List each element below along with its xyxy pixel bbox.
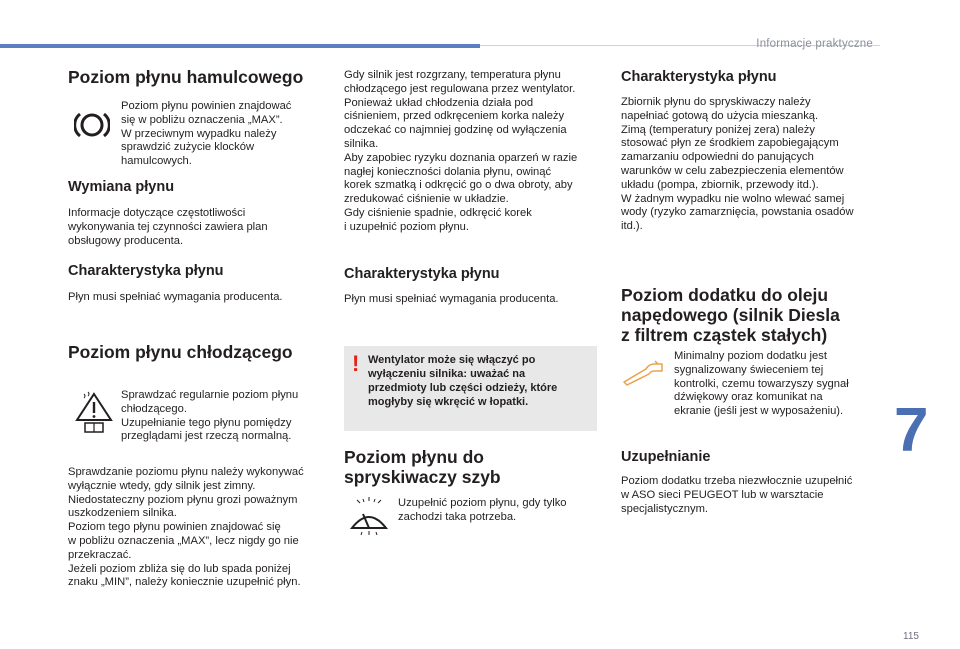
chapter-number: 7 [894, 396, 929, 465]
diesel-additive-title: Poziom dodatku do oleju napędowego (silnik Diesla z filtrem cząstek stałych) [621, 285, 840, 345]
washer-spec-text: Zbiornik płynu do spryskiwaczy należy napełniać gotową do użycia mieszanką. Zimą (temperatury poniżej zera) należy stosować płyn ze środkiem zapobiegającym zamarzaniu odpowiedni do panujących warunków w celu zabezpieczenia elementów układu (pompa, zbiornik, przewody itd.). W żadnym wypadku nie wolno wlewać samej wody (ryzyko zamarznięcia, powstania osadów itd.). [621, 96, 854, 233]
warning-exclamation-icon: ! [352, 351, 360, 376]
washer-fluid-text: Uzupełnić poziom płynu, gdy tylko zachodzi taka potrzeba. [398, 497, 567, 523]
header-bar [0, 44, 480, 48]
fan-warning-text: Wentylator może się włączyć po wyłączeniu silnika: uważać na przedmioty lub części odzieży, które mogłyby się wkręcić w łopatki. [368, 354, 558, 408]
refill-text: Poziom dodatku trzeba niezwłocznie uzupełnić w ASO sieci PEUGEOT lub w warsztacie specjalistycznym. [621, 475, 853, 515]
coolant-hot-engine-text: Gdy silnik jest rozgrzany, temperatura płynu chłodzącego jest regulowana przez wentylator. Ponieważ układ chłodzenia działa pod ciśnieniem, przed odkręceniem korka należy odczekać co najmniej godzinę od wyłączenia silnika. Aby zapobiec ryzyku doznania oparzeń w razie nagłej konieczności dolania płynu, owinąć korek szmatką i odkręcić go o dwa obroty, aby zredukować ciśnienie w układzie. Gdy ciśnienie spadnie, odkręcić korek i uzupełnić poziom płynu. [344, 69, 578, 233]
coolant-title: Poziom płynu chłodzącego [68, 342, 293, 362]
brake-circle-icon [74, 110, 110, 140]
coolant-text: Sprawdzać regularnie poziom płynu chłodzącego. Uzupełnianie tego płynu pomiędzy przeglądami jest rzeczą normalną. [121, 389, 299, 443]
brake-fluid-title: Poziom płynu hamulcowego [68, 67, 304, 87]
fluid-replacement-text: Informacje dotyczące częstotliwości wykonywania tej czynności zawiera plan obsługowy producenta. [68, 207, 268, 247]
coolant-warning-icon [74, 390, 114, 434]
washer-fluid-icon [348, 494, 390, 538]
diesel-additive-text: Minimalny poziom dodatku jest sygnalizowany świeceniem tej kontrolki, czemu towarzyszy sygnał dźwiękowy oraz komunikat na ekranie (jeśli jest w wyposażeniu). [674, 350, 849, 418]
fan-warning-box [344, 346, 597, 431]
coolant-spec-text: Płyn musi spełniać wymagania producenta. [344, 293, 559, 305]
page-number: 115 [903, 631, 919, 642]
washer-fluid-title: Poziom płynu do spryskiwaczy szyb [344, 447, 501, 487]
diesel-additive-icon [622, 360, 664, 386]
brake-spec-title: Charakterystyka płynu [68, 263, 224, 279]
section-header-title: Informacje praktyczne [756, 38, 873, 50]
brake-spec-text: Płyn musi spełniać wymagania producenta. [68, 291, 283, 303]
refill-title: Uzupełnianie [621, 449, 711, 465]
brake-fluid-text: Poziom płynu powinien znajdować się w pobliżu oznaczenia „MAX”. W przeciwnym wypadku należy sprawdzić zużycie klocków hamulcowych. [121, 100, 292, 168]
washer-spec-title: Charakterystyka płynu [621, 69, 777, 85]
coolant-spec-title: Charakterystyka płynu [344, 266, 500, 282]
fluid-replacement-title: Wymiana płynu [68, 179, 175, 195]
coolant-body-text: Sprawdzanie poziomu płynu należy wykonywać wyłącznie wtedy, gdy silnik jest zimny. Niedostateczny poziom płynu grozi poważnym uszkodzeniem silnika. Poziom tego płynu powinien znajdować się w pobliżu oznaczenia „MAX”, lecz nigdy go nie przekraczać. Jeżeli poziom zbliża się do lub spada poniżej znaku „MIN”, należy koniecznie uzupełnić płyn. [68, 466, 304, 589]
